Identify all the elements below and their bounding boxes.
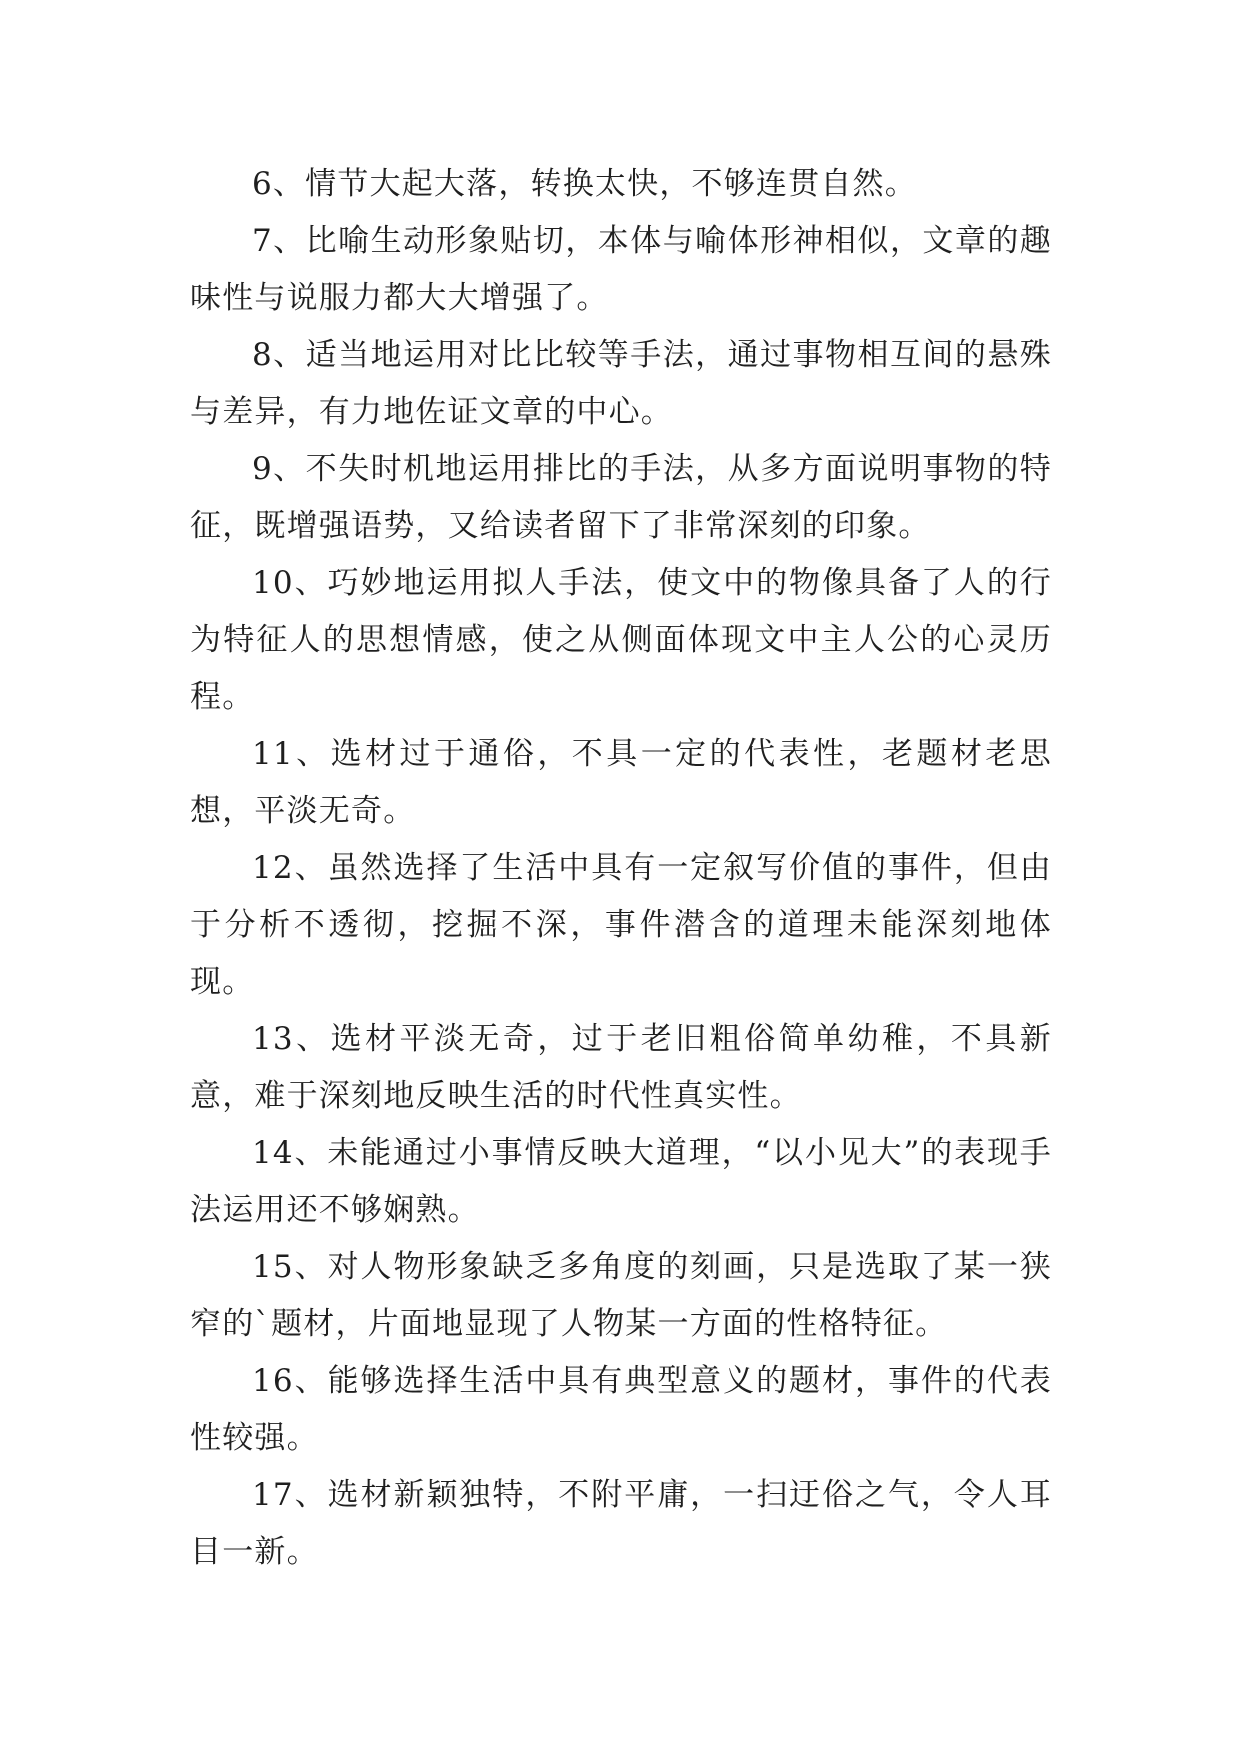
document-body: [190, 156, 1052, 1581]
paragraph-6: 6、情节大起大落，转换太快，不够连贯自然。: [252, 166, 917, 202]
paragraph-17: 17、选材新颖独特，不附平庸，一扫迂俗之气，令人耳目一新。: [190, 1477, 1052, 1570]
paragraph-16: 16、能够选择生活中具有典型意义的题材，事件的代表性较强。: [190, 1363, 1052, 1456]
paragraph-8: 8、适当地运用对比比较等手法，通过事物相互间的悬殊与差异，有力地佐证文章的中心。: [190, 337, 1052, 430]
paragraph-9: 9、不失时机地运用排比的手法，从多方面说明事物的特征，既增强语势，又给读者留下了非常深刻的印象。: [190, 451, 1052, 544]
paragraph-12: 12、虽然选择了生活中具有一定叙写价值的事件，但由于分析不透彻，挖掘不深，事件潜含的道理未能深刻地体现。: [190, 850, 1052, 1000]
paragraph-13: 13、选材平淡无奇，过于老旧粗俗简单幼稚，不具新意，难于深刻地反映生活的时代性真实性。: [190, 1021, 1052, 1114]
paragraph-15: 15、对人物形象缺乏多角度的刻画，只是选取了某一狭窄的`题材，片面地显现了人物某一方面的性格特征。: [190, 1249, 1052, 1342]
paragraph-14: 14、未能通过小事情反映大道理，“以小见大”的表现手法运用还不够娴熟。: [190, 1135, 1052, 1228]
paragraph-10: 10、巧妙地运用拟人手法，使文中的物像具备了人的行为特征人的思想情感，使之从侧面体现文中主人公的心灵历程。: [190, 565, 1052, 715]
paragraph-11: 11、选材过于通俗，不具一定的代表性，老题材老思想，平淡无奇。: [190, 736, 1052, 829]
paragraph-7: 7、比喻生动形象贴切，本体与喻体形神相似，文章的趣味性与说服力都大大增强了。: [190, 223, 1052, 316]
